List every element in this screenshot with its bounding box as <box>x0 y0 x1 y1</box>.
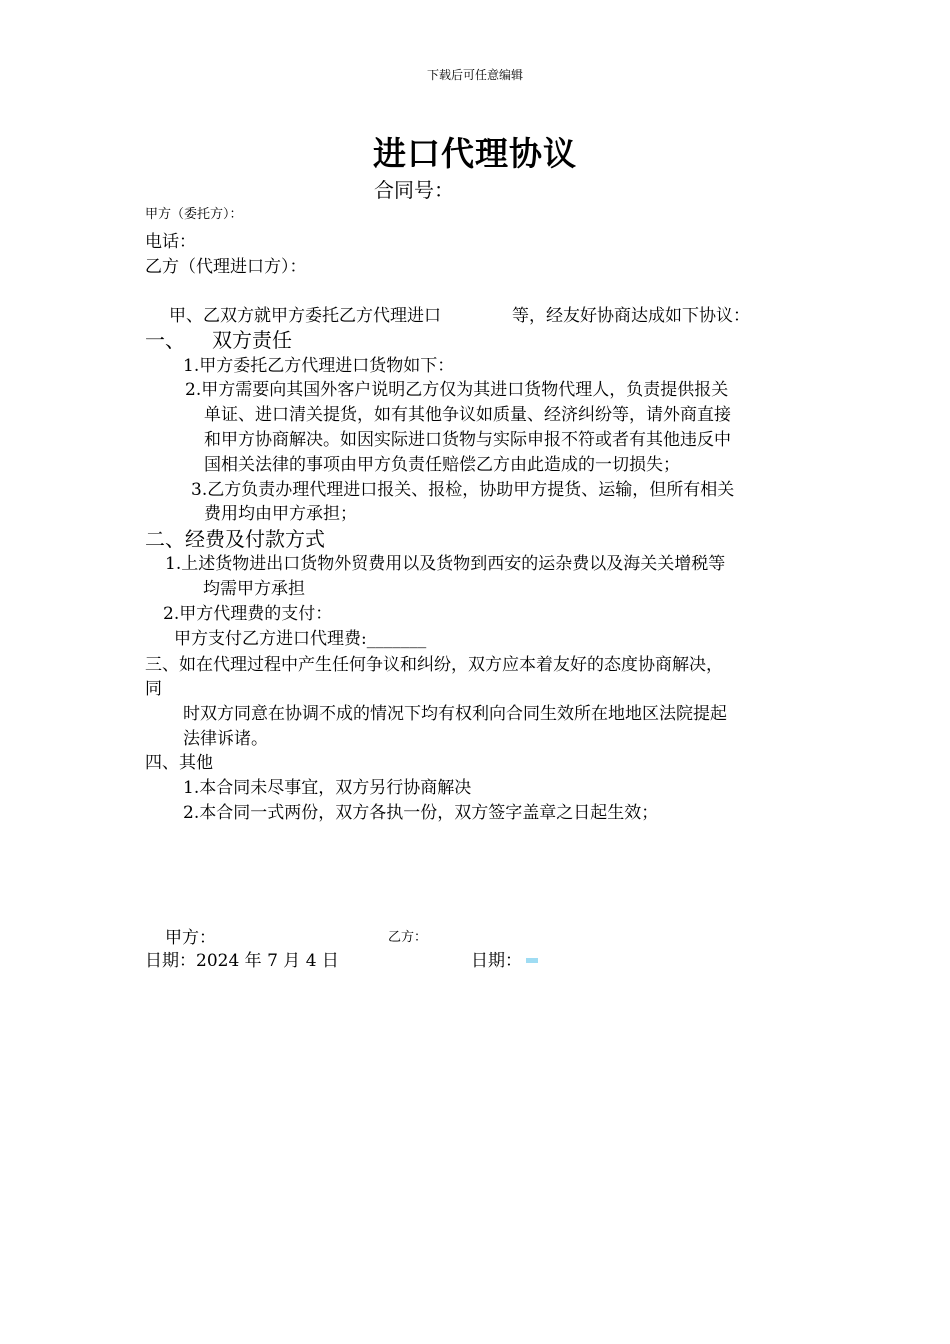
section1-item3-line2: 费用均由甲方承担； <box>204 504 357 524</box>
section1-item2-line4: 国相关法律的事项由甲方负责任赔偿乙方由此造成的一切损失； <box>204 455 680 475</box>
section1-item1: 1.甲方委托乙方代理进口货物如下： <box>183 356 455 376</box>
section2-item2-detail <box>174 624 426 649</box>
section2-item2: 2.甲方代理费的支付： <box>163 604 333 624</box>
agency-fee-label: 甲方支付乙方进口代理费 <box>174 629 361 649</box>
signature-date-b: 日期： <box>471 951 522 971</box>
section1-item2-line1: 2.甲方需要向其国外客户说明乙方仅为其进口货物代理人，负责提供报关 <box>185 380 729 400</box>
section1-title: 双方责任 <box>212 328 292 352</box>
intro-text-part1: 甲、乙双方就甲方委托乙方代理进口 <box>169 306 441 326</box>
section3-line3: 时双方同意在协调不成的情况下均有权利向合同生效所在地地区法院提起 <box>183 704 727 724</box>
highlight-marker <box>526 958 538 963</box>
intro-text-part2: 等，经友好协商达成如下协议： <box>512 306 750 326</box>
section2-title: 二、经费及付款方式 <box>145 527 325 551</box>
section1-item2-line3: 和甲方协商解决。如因实际进口货物与实际申报不符或者有其他违反中 <box>204 430 731 450</box>
section4-item2: 2.本合同一式两份，双方各执一份，双方签字盖章之日起生效； <box>183 803 659 823</box>
agency-fee-blank: :_______ <box>361 629 427 649</box>
section1-item3-line1: 3.乙方负责办理代理进口报关、报检，协助甲方提货、运输，但所有相关 <box>191 480 735 500</box>
phone-label: 电话： <box>145 232 196 252</box>
section4-item1: 1.本合同未尽事宜，双方另行协商解决 <box>183 778 472 798</box>
section3-line2: 同 <box>145 679 162 699</box>
signature-date-a: 日期：2024 年 7 月 4 日 <box>145 951 339 971</box>
section3-line4: 法律诉诸。 <box>183 729 268 749</box>
section3-line1: 三、如在代理过程中产生任何争议和纠纷，双方应本着友好的态度协商解决， <box>145 655 723 675</box>
party-b-label: 乙方（代理进口方）： <box>145 257 307 277</box>
section2-item1-line1: 1.上述货物进出口货物外贸费用以及货物到西安的运杂费以及海关关增税等 <box>165 554 726 574</box>
document-title: 进口代理协议 <box>373 134 577 173</box>
contract-number-label: 合同号： <box>374 178 454 202</box>
section1-item2-line2: 单证、进口清关提货，如有其他争议如质量、经济纠纷等，请外商直接 <box>204 405 731 425</box>
header-note: 下载后可任意编辑 <box>426 68 523 82</box>
party-a-label: 甲方（委托方）： <box>145 207 243 222</box>
section1-number: 一、 <box>145 328 185 352</box>
signature-party-b: 乙方： <box>388 930 428 945</box>
section2-item1-line2: 均需甲方承担 <box>203 579 305 599</box>
section4-title: 四、其他 <box>145 753 213 773</box>
signature-party-a: 甲方： <box>165 928 216 948</box>
